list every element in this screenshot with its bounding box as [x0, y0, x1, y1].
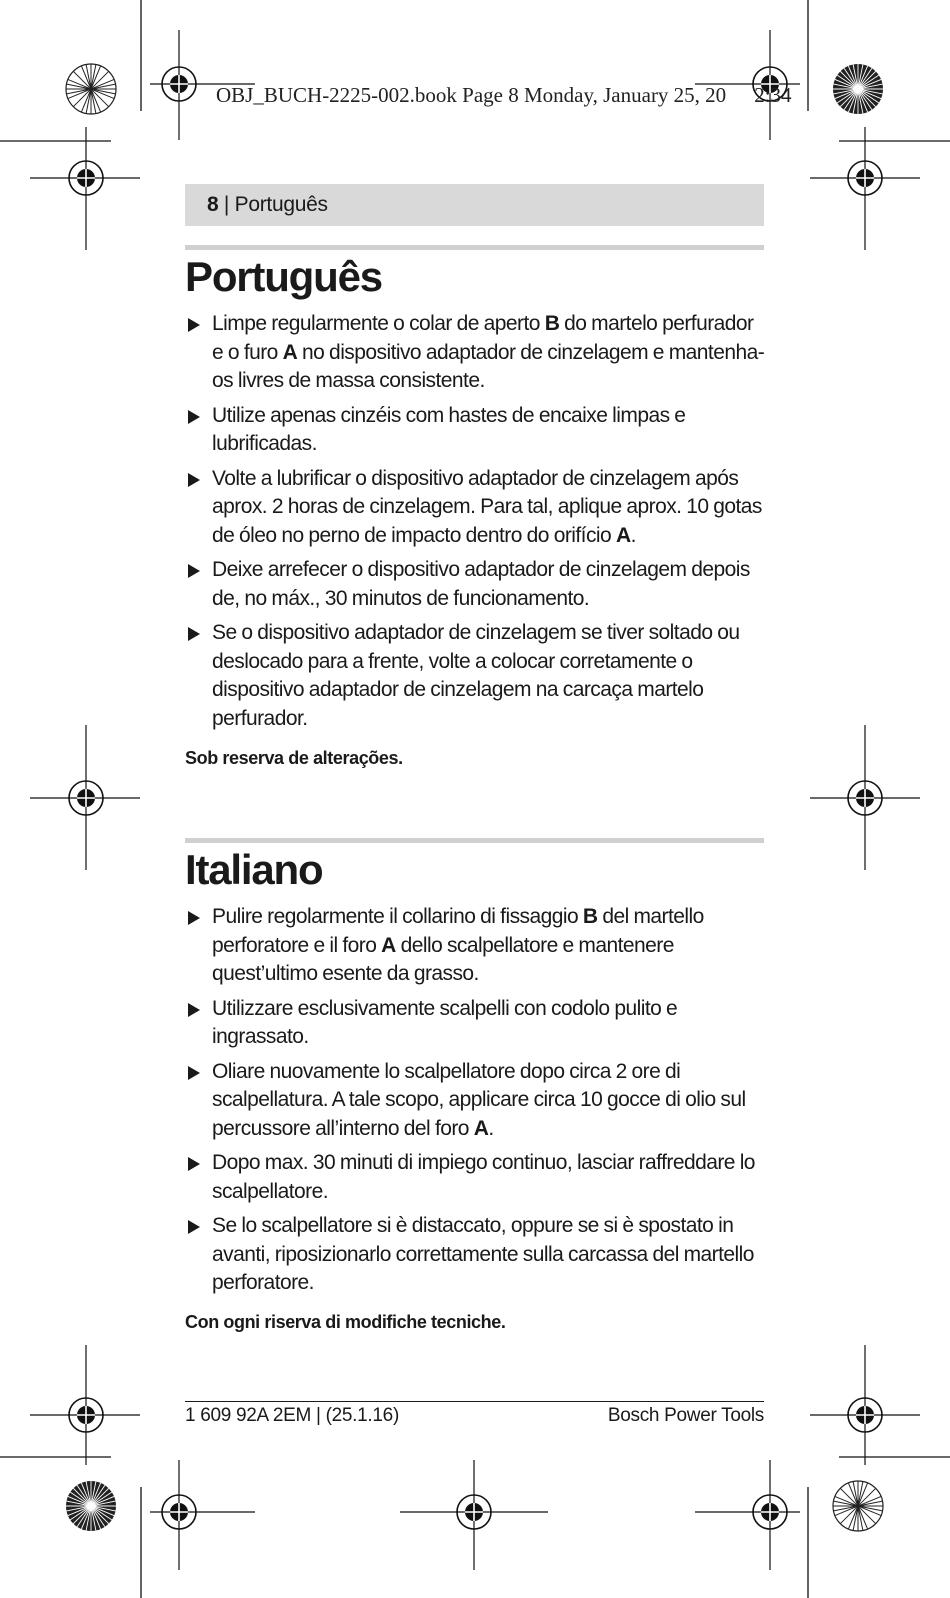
section-rule-pt: [185, 245, 764, 250]
page-number: 8: [207, 193, 219, 216]
print-slug-line: [216, 80, 792, 110]
bullet-arrow-icon: [188, 564, 200, 578]
reference-letter: A: [381, 933, 396, 957]
bullet-arrow-icon: [188, 1066, 200, 1080]
reference-letter: B: [582, 905, 598, 928]
item-text: Utilizzare esclusivamente scalpelli con codolo pulito e ingrassato.: [212, 996, 678, 1048]
reference-letter: A: [473, 1116, 489, 1140]
item-text: .: [488, 1116, 494, 1140]
item-text: do martelo perfurador e o furo: [212, 312, 754, 364]
section-title-pt: Português: [185, 253, 382, 300]
reference-letter: A: [615, 523, 631, 547]
reservation-note-pt: Sob reserva de alterações.: [185, 748, 403, 768]
bullet-arrow-icon: [188, 911, 200, 925]
bullet-arrow-icon: [188, 627, 200, 641]
reference-letter: A: [282, 340, 298, 364]
item-text: Volte a lubrificar o dispositivo adaptador de cinzelagem após aprox. 2 horas de cinzelagem. Para tal, aplique aprox. 10 gotas de óleo no perno de impacto dentro do orifício: [212, 466, 762, 547]
slug-text: OBJ_BUCH-2225-002.book Page 8 Monday, January 25, 20: [216, 83, 727, 107]
list-item: [185, 995, 765, 1052]
bullet-list-it: [185, 903, 765, 1304]
item-text: no dispositivo adaptador de cinzelagem e mantenha-os livres de massa consistente.: [212, 340, 765, 392]
list-item: [185, 1149, 765, 1206]
bullet-arrow-icon: [188, 1220, 200, 1234]
bullet-arrow-icon: [188, 1003, 200, 1017]
bullet-arrow-icon: [188, 473, 200, 487]
list-item: [185, 1212, 765, 1298]
reference-letter: B: [544, 312, 560, 335]
item-text: dello scalpellatore e mantenere quest’ultimo esente da grasso.: [212, 933, 674, 985]
item-text: Deixe arrefecer o dispositivo adaptador de cinzelagem depois de, no máx., 30 minutos de funcionamento.: [212, 558, 750, 610]
reservation-note-it: Con ogni riserva di modifiche tecniche.: [185, 1312, 506, 1332]
footer-brand: Bosch Power Tools: [607, 1405, 764, 1426]
item-text: Se lo scalpellatore si è distaccato, oppure se si è spostato in avanti, riposizionarlo correttamente sulla carcassa del martello perforatore.: [212, 1214, 754, 1294]
list-item: [185, 465, 765, 551]
section-title-it: Italiano: [185, 846, 323, 893]
item-text: .: [630, 523, 636, 547]
list-item: [185, 310, 765, 396]
item-text: Se o dispositivo adaptador de cinzelagem se tiver soltado ou deslocado para a frente, volte a colocar corretamente o dispositivo adaptador de cinzelagem na carcaça martelo perfurador.: [212, 621, 740, 730]
list-item: [185, 619, 765, 733]
item-text: Pulire regolarmente il collarino di fissaggio: [212, 905, 583, 928]
list-item: [185, 1058, 765, 1144]
bullet-arrow-icon: [188, 1157, 200, 1171]
item-text: Limpe regularmente o colar de aperto: [212, 312, 545, 335]
item-text: Dopo max. 30 minuti di impiego continuo, lasciar raffreddare lo scalpellatore.: [212, 1151, 755, 1203]
bullet-arrow-icon: [188, 318, 200, 332]
section-rule-it: [185, 838, 764, 843]
bullet-list-pt: [185, 310, 765, 739]
header-separator: |: [218, 193, 235, 216]
item-text: del martello perforatore e il foro: [212, 905, 704, 957]
list-item: [185, 402, 765, 459]
footer-rule: [185, 1401, 764, 1402]
bullet-arrow-icon: [188, 410, 200, 424]
slug-time: 2:34: [754, 83, 792, 107]
header-section: Português: [234, 193, 328, 216]
page-header-bar: [185, 184, 764, 226]
list-item: [185, 903, 765, 989]
footer-doc-number: 1 609 92A 2EM | (25.1.16): [185, 1405, 399, 1426]
item-text: Oliare nuovamente lo scalpellatore dopo circa 2 ore di scalpellatura. A tale scopo, applicare circa 10 gocce di olio sul percussore all’interno del foro: [212, 1059, 746, 1140]
list-item: [185, 556, 765, 613]
item-text: Utilize apenas cinzéis com hastes de encaixe limpas e lubrificadas.: [212, 403, 686, 455]
